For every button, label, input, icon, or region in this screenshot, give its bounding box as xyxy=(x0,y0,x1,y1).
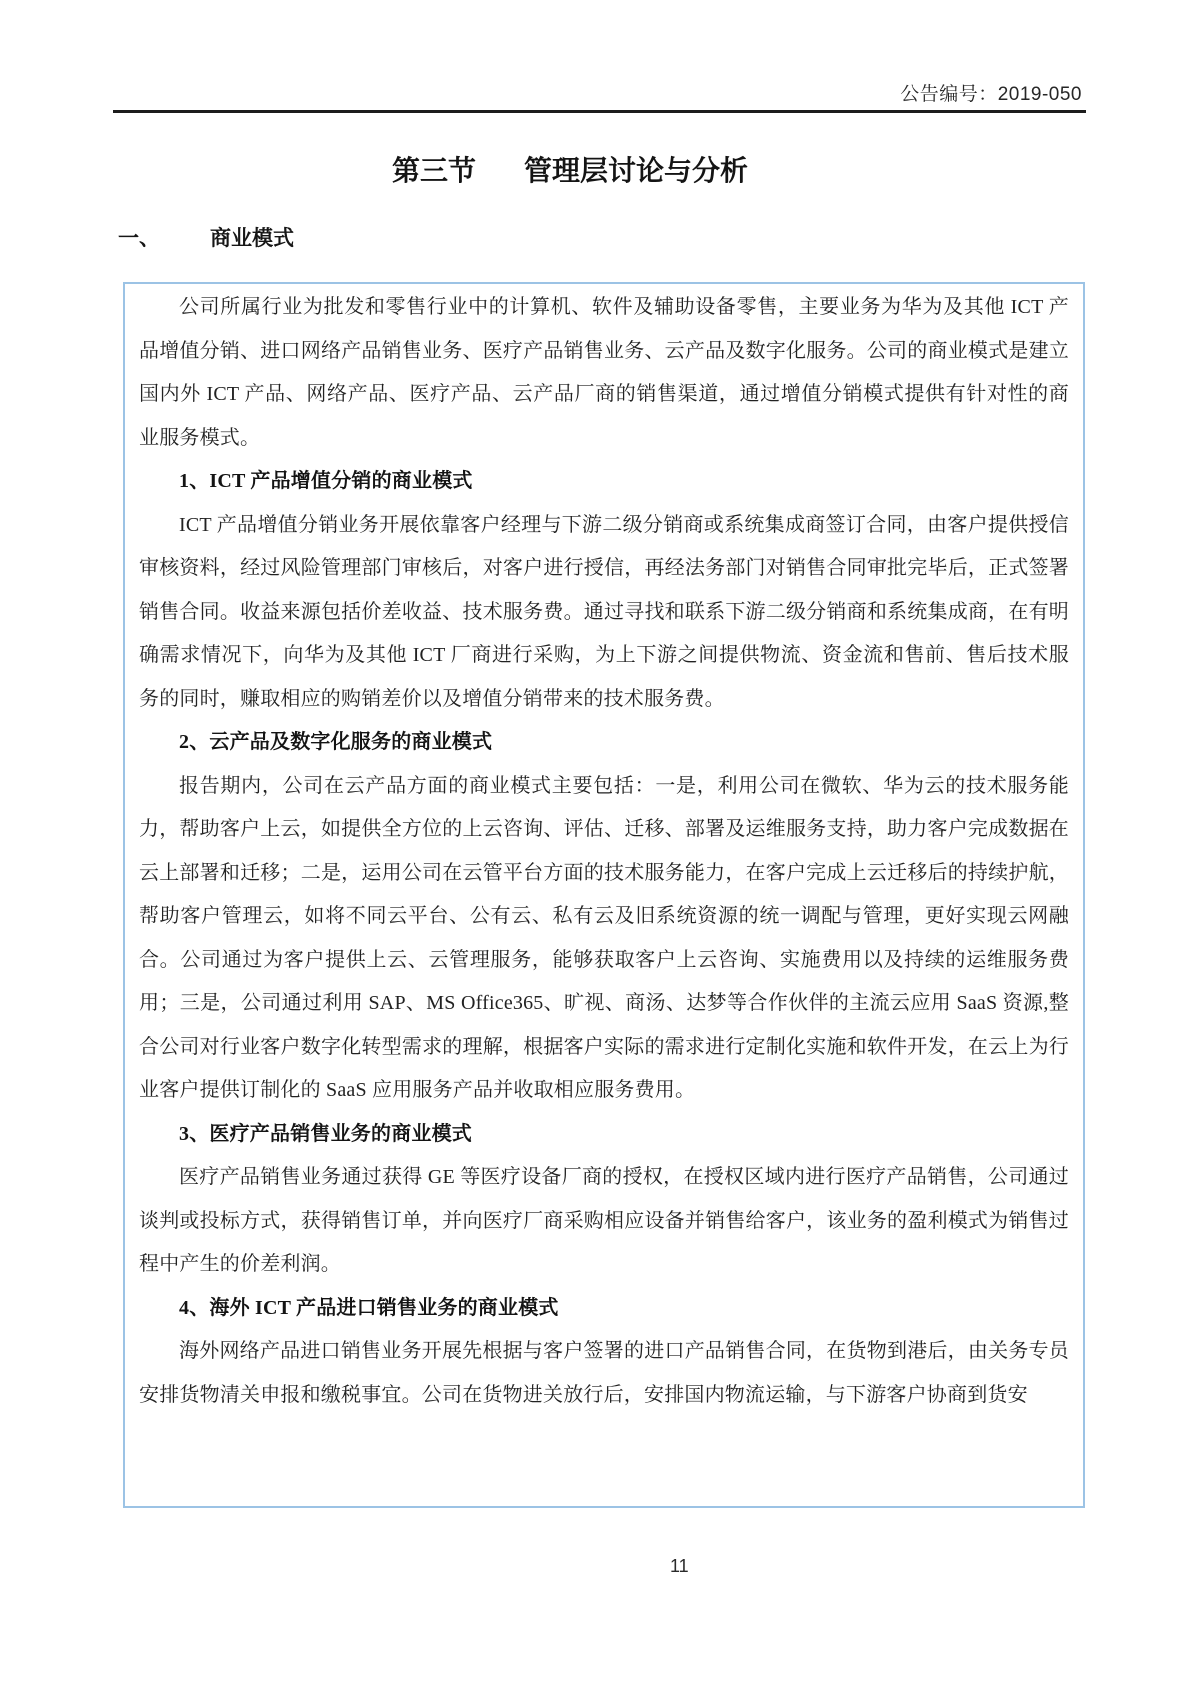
paragraph: 报告期内，公司在云产品方面的商业模式主要包括：一是，利用公司在微软、华为云的技术服务能力，帮助客户上云，如提供全方位的上云咨询、评估、迁移、部署及运维服务支持，助力客户完成数据在云上部署和迁移；二是，运用公司在云管平台方面的技术服务能力，在客户完成上云迁移后的持续护航，帮助客户管理云，如将不同云平台、公有云、私有云及旧系统资源的统一调配与管理，更好实现云网融合。公司通过为客户提供上云、云管理服务，能够获取客户上云咨询、实施费用以及持续的运维服务费用；三是，公司通过利用 SAP、MS Office365、旷视、商汤、达梦等合作伙伴的主流云应用 SaaS 资源,整合公司对行业客户数字化转型需求的理解，根据客户实际的需求进行定制化实施和软件开发，在云上为行业客户提供订制化的 SaaS 应用服务产品并收取相应服务费用。 xyxy=(139,774,1069,1101)
paragraph: 医疗产品销售业务通过获得 GE 等医疗设备厂商的授权，在授权区域内进行医疗产品销售，公司通过谈判或投标方式，获得销售订单，并向医疗厂商采购相应设备并销售给客户，该业务的盈利模式为销售过程中产生的价差利润。 xyxy=(139,1166,1069,1275)
page-title-text: 管理层讨论与分析 xyxy=(524,155,749,186)
page-title-section-no: 第三节 xyxy=(391,155,476,186)
page-title xyxy=(0,149,1140,189)
paragraph: 公司所属行业为批发和零售行业中的计算机、软件及辅助设备零售，主要业务为华为及其他 ICT 产品增值分销、进口网络产品销售业务、医疗产品销售业务、云产品及数字化服务。公司的商业模式是建立国内外 ICT 产品、网络产品、医疗产品、云产品厂商的销售渠道，通过增值分销模式提供有针对性的商业服务模式。 xyxy=(139,296,1069,449)
business-model-box xyxy=(123,282,1085,1508)
header-divider-line xyxy=(113,110,1086,113)
paragraph: 海外网络产品进口销售业务开展先根据与客户签署的进口产品销售合同，在货物到港后，由关务专员安排货物清关申报和缴税事宜。公司在货物进关放行后，安排国内物流运输，与下游客户协商到货安 xyxy=(139,1340,1069,1406)
sub-heading: 4、海外 ICT 产品进口销售业务的商业模式 xyxy=(179,1296,559,1319)
sub-heading: 2、云产品及数字化服务的商业模式 xyxy=(179,731,493,753)
announcement-number: 公告编号：2019-050 xyxy=(900,84,1082,105)
section-heading xyxy=(118,222,294,252)
paragraph: ICT 产品增值分销业务开展依靠客户经理与下游二级分销商或系统集成商签订合同，由客户提供授信审核资料，经过风险管理部门审核后，对客户进行授信，再经法务部门对销售合同审批完毕后，正式签署销售合同。收益来源包括价差收益、技术服务费。通过寻找和联系下游二级分销商和系统集成商，在有明确需求情况下，向华为及其他 ICT 厂商进行采购，为上下游之间提供物流、资金流和售前、售后技术服务的同时，赚取相应的购销差价以及增值分销带来的技术服务费。 xyxy=(139,513,1069,710)
section-number: 一、 xyxy=(118,227,160,250)
section-name: 商业模式 xyxy=(210,227,294,250)
page-number: 11 xyxy=(670,1556,689,1576)
sub-heading: 1、ICT 产品增值分销的商业模式 xyxy=(179,470,473,492)
sub-heading: 3、医疗产品销售业务的商业模式 xyxy=(179,1122,472,1145)
